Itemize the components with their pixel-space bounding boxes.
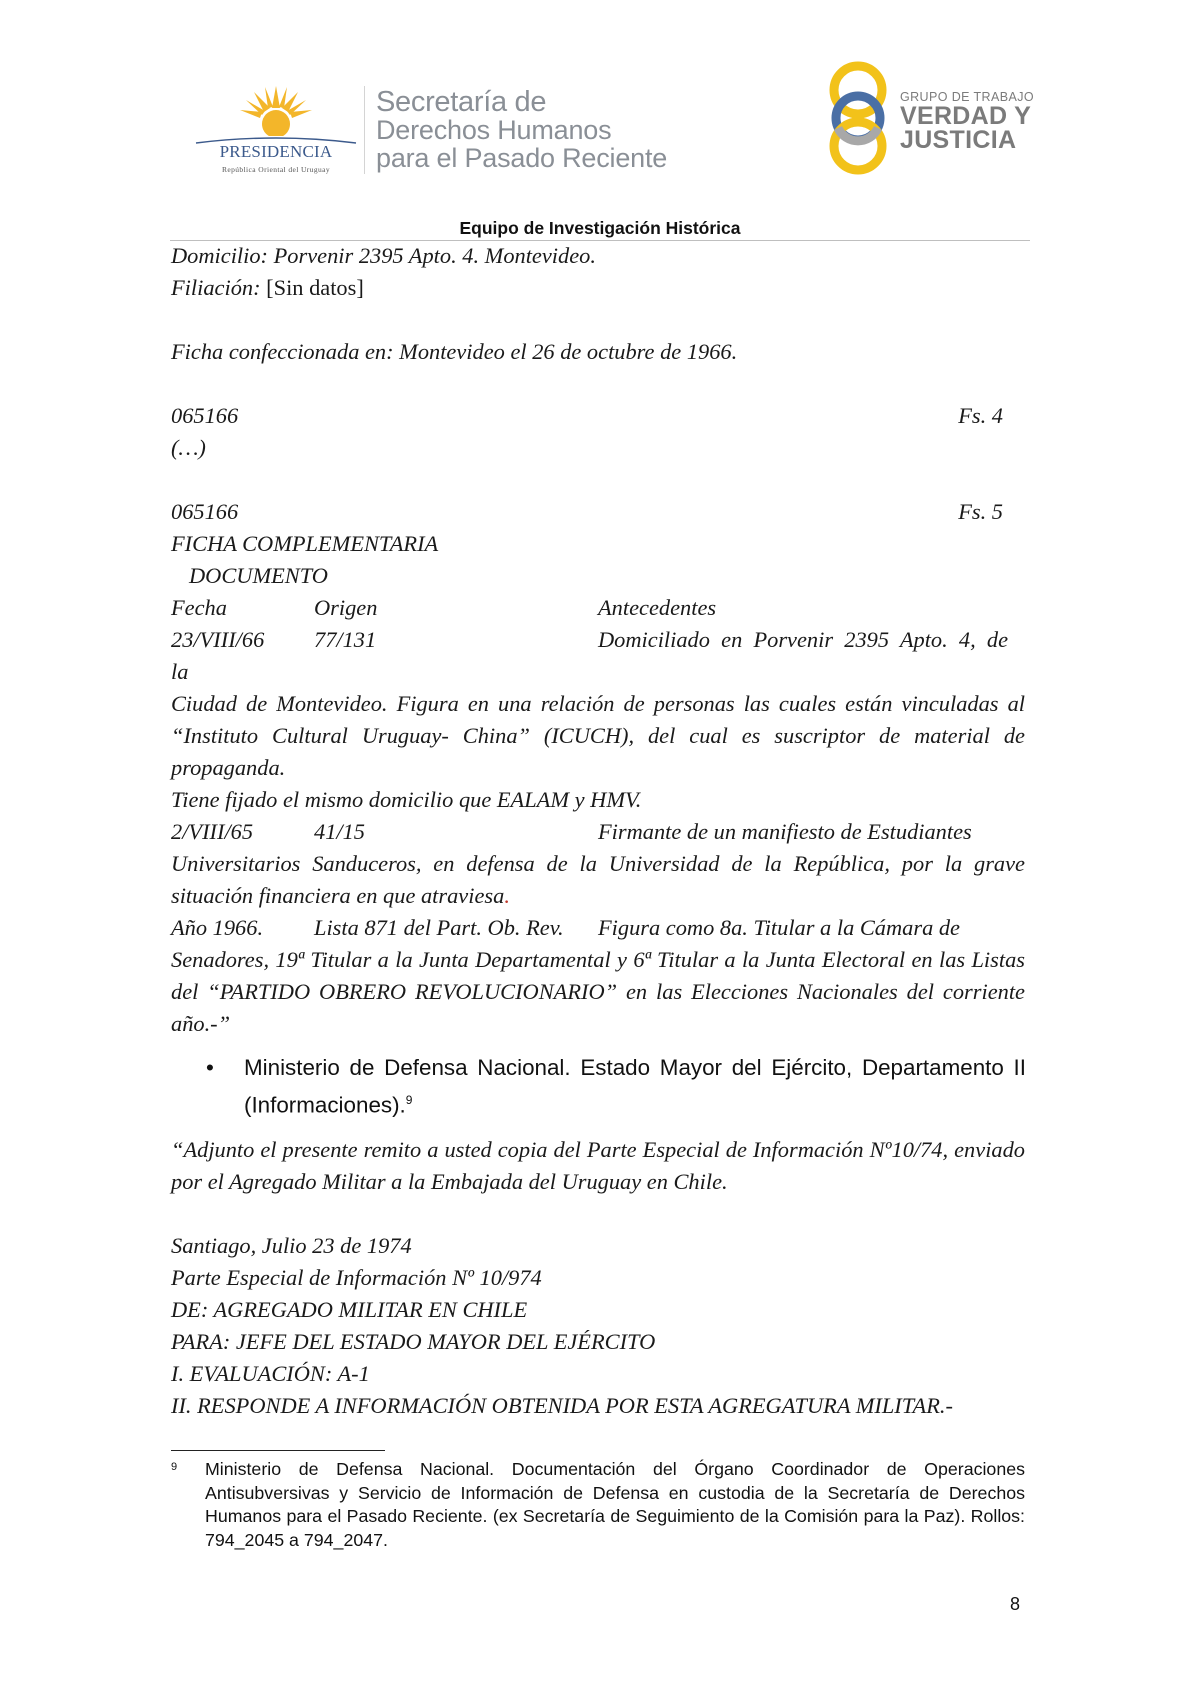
table-row xyxy=(171,816,1025,848)
evaluacion-line: I. EVALUACIÓN: A-1 xyxy=(171,1361,370,1386)
row-1-origen: 77/131 xyxy=(314,627,377,652)
red-period: . xyxy=(504,883,510,908)
paragraph-universitarios xyxy=(171,848,1025,912)
presidencia-name: PRESIDENCIA xyxy=(219,142,333,161)
de-line: DE: AGREGADO MILITAR EN CHILE xyxy=(171,1297,528,1322)
row-3-fecha: Año 1966. xyxy=(171,915,264,940)
row-1-la: la xyxy=(171,659,189,684)
page-number: 8 xyxy=(1010,1594,1021,1614)
santiago-line: Santiago, Julio 23 de 1974 xyxy=(171,1233,412,1258)
footnote-rule xyxy=(171,1450,385,1451)
filiacion-value: [Sin datos] xyxy=(266,275,364,300)
secretaria-line-1: Secretaría de xyxy=(376,86,547,118)
document-body-2 xyxy=(171,1134,1025,1422)
column-antecedentes: Antecedentes xyxy=(598,595,717,620)
ficha-line: Ficha confeccionada en: Montevideo el 26 de octubre de 1966. xyxy=(171,339,738,364)
header-divider xyxy=(364,86,365,174)
column-origen: Origen xyxy=(314,595,378,620)
folio-2: Fs. 5 xyxy=(958,499,1003,524)
secretaria-line-3: para el Pasado Reciente xyxy=(376,143,668,173)
bullet-item xyxy=(206,1052,1026,1121)
footnote-text: Ministerio de Defensa Nacional. Documentación del Órgano Coordinador de Operaciones Antisubversivas y Servicio de Información de Defensa en custodia de la Secretaría de Derechos Humanos para el Pasado Reciente. (ex Secretaría de Seguimiento de la Comisión para la Paz). Rollos: 794_2045 a 794_2047. xyxy=(205,1459,1025,1550)
paragraph-domicilio: Tiene fijado el mismo domicilio que EALAM y HMV. xyxy=(171,787,642,812)
secretaria-line-2: Derechos Humanos xyxy=(376,115,612,145)
paragraph-senadores: Senadores, 19ª Titular a la Junta Departamental y 6ª Titular a la Junta Electoral en las Listas del “PARTIDO OBRERO REVOLUCIONARIO” en las Elecciones Nacionales del corriente año.-” xyxy=(171,947,1025,1036)
ficha-complementaria: FICHA COMPLEMENTARIA xyxy=(171,531,439,556)
footnote-number: 9 xyxy=(171,1461,178,1473)
row-2-fecha: 2/VIII/65 xyxy=(171,819,254,844)
table-row xyxy=(171,912,1025,944)
grupo-small: GRUPO DE TRABAJO xyxy=(900,90,1034,104)
column-fecha: Fecha xyxy=(171,595,227,620)
grupo-line-1: VERDAD Y xyxy=(900,102,1032,130)
row-3-origen: Lista 871 del Part. Ob. Rev. xyxy=(314,915,564,940)
row-2-origen: 41/15 xyxy=(314,819,366,844)
interlocked-rings-icon xyxy=(820,56,896,180)
row-3-antecedentes: Figura como 8a. Titular a la Cámara de xyxy=(598,915,960,940)
paragraph-icuch: Ciudad de Montevideo. Figura en una relación de personas las cuales están vinculadas al “Instituto Cultural Uruguay- China” (ICUCH), del cual es suscriptor de material de propaganda. xyxy=(171,691,1025,780)
row-1-antecedentes: Domiciliado en Porvenir 2395 Apto. 4, de xyxy=(598,627,1009,652)
reference-row-1 xyxy=(171,400,1025,432)
responde-line: II. RESPONDE A INFORMACIÓN OBTENIDA POR ESTA AGREGATURA MILITAR.- xyxy=(171,1393,953,1418)
footnote xyxy=(171,1458,1025,1552)
domicilio-line xyxy=(171,240,1025,272)
row-1-fecha: 23/VIII/66 xyxy=(171,627,265,652)
bullet-text-block xyxy=(244,1052,1026,1121)
grupo-line-2: JUSTICIA xyxy=(900,126,1017,154)
footnote-reference[interactable]: 9 xyxy=(405,1093,413,1107)
table-row xyxy=(171,624,1025,656)
bullet-icon: • xyxy=(206,1055,214,1080)
presidencia-subtitle: República Oriental del Uruguay xyxy=(221,165,330,174)
para-line: PARA: JEFE DEL ESTADO MAYOR DEL EJÉRCITO xyxy=(171,1329,656,1354)
grupo-trabajo-text xyxy=(900,90,1034,152)
ellipsis: (…) xyxy=(171,435,206,460)
team-heading: Equipo de Investigación Histórica xyxy=(459,218,741,238)
table-header-row xyxy=(171,592,1025,624)
quote-adjunto: “Adjunto el presente remito a usted copia del Parte Especial de Información Nº10/74, enviado por el Agregado Militar a la Embajada del Uruguay en Chile. xyxy=(171,1137,1025,1194)
bullet-text: Ministerio de Defensa Nacional. Estado Mayor del Ejército, Departamento II (Informaciones). xyxy=(244,1055,1026,1118)
reference-number-2: 065166 xyxy=(171,499,239,524)
verdad-justicia-logo xyxy=(820,56,1040,186)
filiacion-label: Filiación: xyxy=(171,275,261,300)
parte-especial-line: Parte Especial de Información Nº 10/974 xyxy=(171,1265,542,1290)
reference-row-2 xyxy=(171,496,1025,528)
domicilio-value: Porvenir 2395 Apto. 4. Montevideo. xyxy=(273,243,596,268)
folio-1: Fs. 4 xyxy=(958,403,1003,428)
paragraph-universitarios-text: Universitarios Sanduceros, en defensa de la Universidad de la República, por la grave situación financiera en que atraviesa xyxy=(171,851,1025,908)
row-2-antecedentes: Firmante de un manifiesto de Estudiantes xyxy=(598,819,972,844)
presidencia-logo xyxy=(192,78,360,184)
document-body xyxy=(171,240,1025,1040)
filiacion-line xyxy=(171,272,1025,304)
secretaria-logotype xyxy=(376,88,667,172)
documento-heading: DOCUMENTO xyxy=(189,563,328,588)
reference-number-1: 065166 xyxy=(171,403,239,428)
domicilio-label: Domicilio: xyxy=(171,243,269,268)
